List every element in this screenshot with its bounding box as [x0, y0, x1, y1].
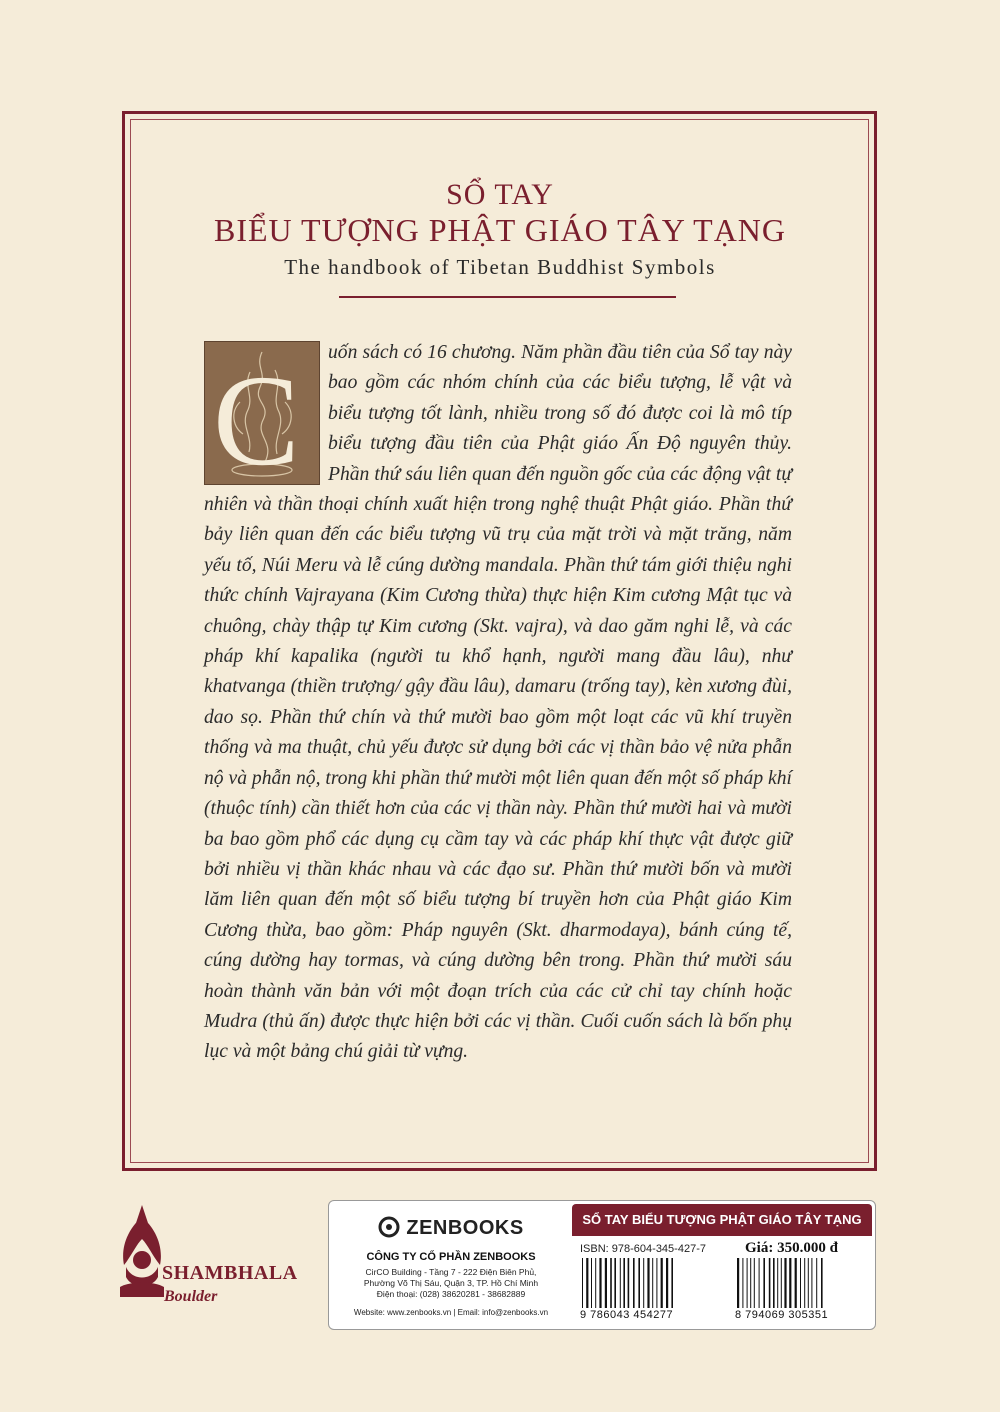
barcode-bar: [610, 1258, 612, 1308]
price-text: Giá: 350.000 đ: [745, 1240, 838, 1256]
barcode-bar: [661, 1258, 663, 1308]
barcode-bar: [620, 1258, 621, 1308]
barcode-bar: [784, 1258, 786, 1308]
address-line-2: Phường Võ Thị Sáu, Quận 3, TP. Hồ Chí Minh: [363, 1278, 539, 1288]
barcode-bar: [595, 1258, 596, 1308]
barcode-bar: [623, 1258, 625, 1308]
barcode-bar: [656, 1258, 657, 1308]
phone-line: Điện thoại: (028) 38620281 - 38682889: [376, 1289, 526, 1299]
publisher-company: CÔNG TY CỔ PHẦN ZENBOOKS: [366, 1251, 536, 1263]
barcode-bar: [614, 1258, 616, 1308]
barcode-number-2: 8 794069 305351: [735, 1309, 829, 1321]
barcode-number-1: 9 786043 454277: [580, 1309, 674, 1321]
address-line-1: CirCO Building - Tầng 7 - 222 Điện Biên Phủ,: [365, 1267, 537, 1277]
zen-swirl-icon: [378, 1216, 400, 1238]
barcode-bar: [777, 1258, 778, 1308]
publisher-box: [336, 1206, 566, 1324]
subtitle: The handbook of Tibetan Buddhist Symbols: [284, 255, 716, 279]
barcode-bar: [754, 1258, 755, 1308]
barcode-bar: [671, 1258, 673, 1308]
book-title-bar: SỔ TAY BIỂU TƯỢNG PHẬT GIÁO TÂY TẠNG: [572, 1204, 872, 1236]
barcode-bar: [747, 1258, 748, 1308]
publisher-address: [336, 1267, 566, 1300]
barcode-bar: [804, 1258, 805, 1308]
imprint-name: SHAMBHALA: [162, 1262, 298, 1284]
isbn-text: ISBN: 978-604-345-427-7: [580, 1243, 706, 1255]
barcode-bar: [789, 1258, 791, 1308]
barcode-bar: [795, 1258, 797, 1308]
imprint-city: Boulder: [164, 1288, 218, 1305]
barcode-bar: [605, 1258, 607, 1308]
description-text: uốn sách có 16 chương. Năm phần đầu tiên của Sổ tay này bao gồm các nhóm chính của các biểu tượng, lễ vật và biểu tượng tốt lành, nhiều trong số đó được coi là mô típ biểu tượng đầu tiên của Phật giáo Ấn Độ nguyên thủy. Phần thứ sáu liên quan đến nguồn gốc của các động vật tự nhiên và thần thoại chính xuất hiện trong nghệ thuật Phật giáo. Phần thứ bảy liên quan đến các biểu tượng vũ trụ của mặt trời và mặt trăng, năm yếu tố, Núi Meru và lễ cúng dường mandala. Phần thứ tám giới thiệu nghi thức chính Vajrayana (Kim Cương thừa) thực hiện Kim cương Mật tục và chuông, chày thập tự Kim cương (Skt. vajra), và dao găm nghi lễ, và các pháp khí kapalika (người tu khổ hạnh, người mang đầu lâu), như khatvanga (thiền trượng/ gậy đầu lâu), damaru (trống tay), kèn xương đùi, dao sọ. Phần thứ chín và thứ mười bao gồm một loạt các vũ khí truyền thống và ma thuật, chủ yếu được sử dụng bởi các vị thần bảo vệ nửa phẫn nộ và phẫn nộ, trong khi phần thứ mười một liên quan đến một số pháp khí (thuộc tính) cần thiết hơn của các vị thần này. Phần thứ mười hai và mười ba bao gồm phổ các dụng cụ cầm tay và các pháp khí thực vật được giữ bởi nhiều vị thần khác nhau và các đạo sư. Phần thứ mười bốn và mười lăm liên quan đến một số biểu tượng bí truyền hơn của Phật giáo Kim Cương thừa, bao gồm: Pháp nguyên (Skt. dharmodaya), bánh cúng tế, cúng dường hay tormas, và cúng dường bên trong. Phần thứ mười sáu hoàn thành văn bản với một đoạn trích của các cử chỉ tay chính hoặc Mudra (thủ ấn) được thực hiện bởi các vị thần. Cuối cuốn sách là bốn phụ lục và một bảng chú giải từ vựng.: [204, 342, 792, 1063]
title-line-2: BIỂU TƯỢNG PHẬT GIÁO TÂY TẠNG: [213, 212, 787, 248]
barcode-price: [735, 1258, 865, 1310]
barcode-bar: [599, 1258, 601, 1308]
barcode-bar: [773, 1258, 775, 1308]
barcode-bar: [781, 1258, 782, 1308]
title-divider: [339, 296, 676, 298]
barcode-bar: [742, 1258, 743, 1308]
barcode-bar: [769, 1258, 771, 1308]
barcode-bar: [666, 1258, 668, 1308]
dropcap-spacer: [204, 338, 328, 488]
barcode-bar: [737, 1258, 739, 1308]
dropcap-letter: C: [213, 349, 300, 484]
barcode-bar: [811, 1258, 812, 1308]
barcode-bar: [750, 1258, 751, 1308]
barcode-isbn: [580, 1258, 710, 1310]
barcode-bar: [808, 1258, 809, 1308]
book-description: [204, 338, 792, 1068]
title-line-1: SỔ TAY: [446, 178, 554, 211]
shambhala-logo-icon: [112, 1205, 172, 1305]
barcode-bar: [763, 1258, 765, 1308]
zenbooks-logo: [336, 1216, 566, 1240]
barcode-bar: [759, 1258, 760, 1308]
barcode-bar: [643, 1258, 644, 1308]
barcode-bar: [582, 1258, 583, 1308]
zenbooks-wordmark: ZENBOOKS: [406, 1217, 524, 1239]
web-email-line: Website: www.zenbooks.vn | Email: info@zenbooks.vn: [353, 1308, 549, 1317]
barcode-bar: [647, 1258, 649, 1308]
barcode-bar: [586, 1258, 588, 1308]
barcode-bar: [800, 1258, 801, 1308]
barcode-bar: [628, 1258, 630, 1308]
barcode-bar: [633, 1258, 635, 1308]
barcode-bar: [816, 1258, 817, 1308]
barcode-bar: [821, 1258, 823, 1308]
barcode-bar: [638, 1258, 640, 1308]
barcode-bar: [652, 1258, 653, 1308]
barcode-bar: [591, 1258, 592, 1308]
